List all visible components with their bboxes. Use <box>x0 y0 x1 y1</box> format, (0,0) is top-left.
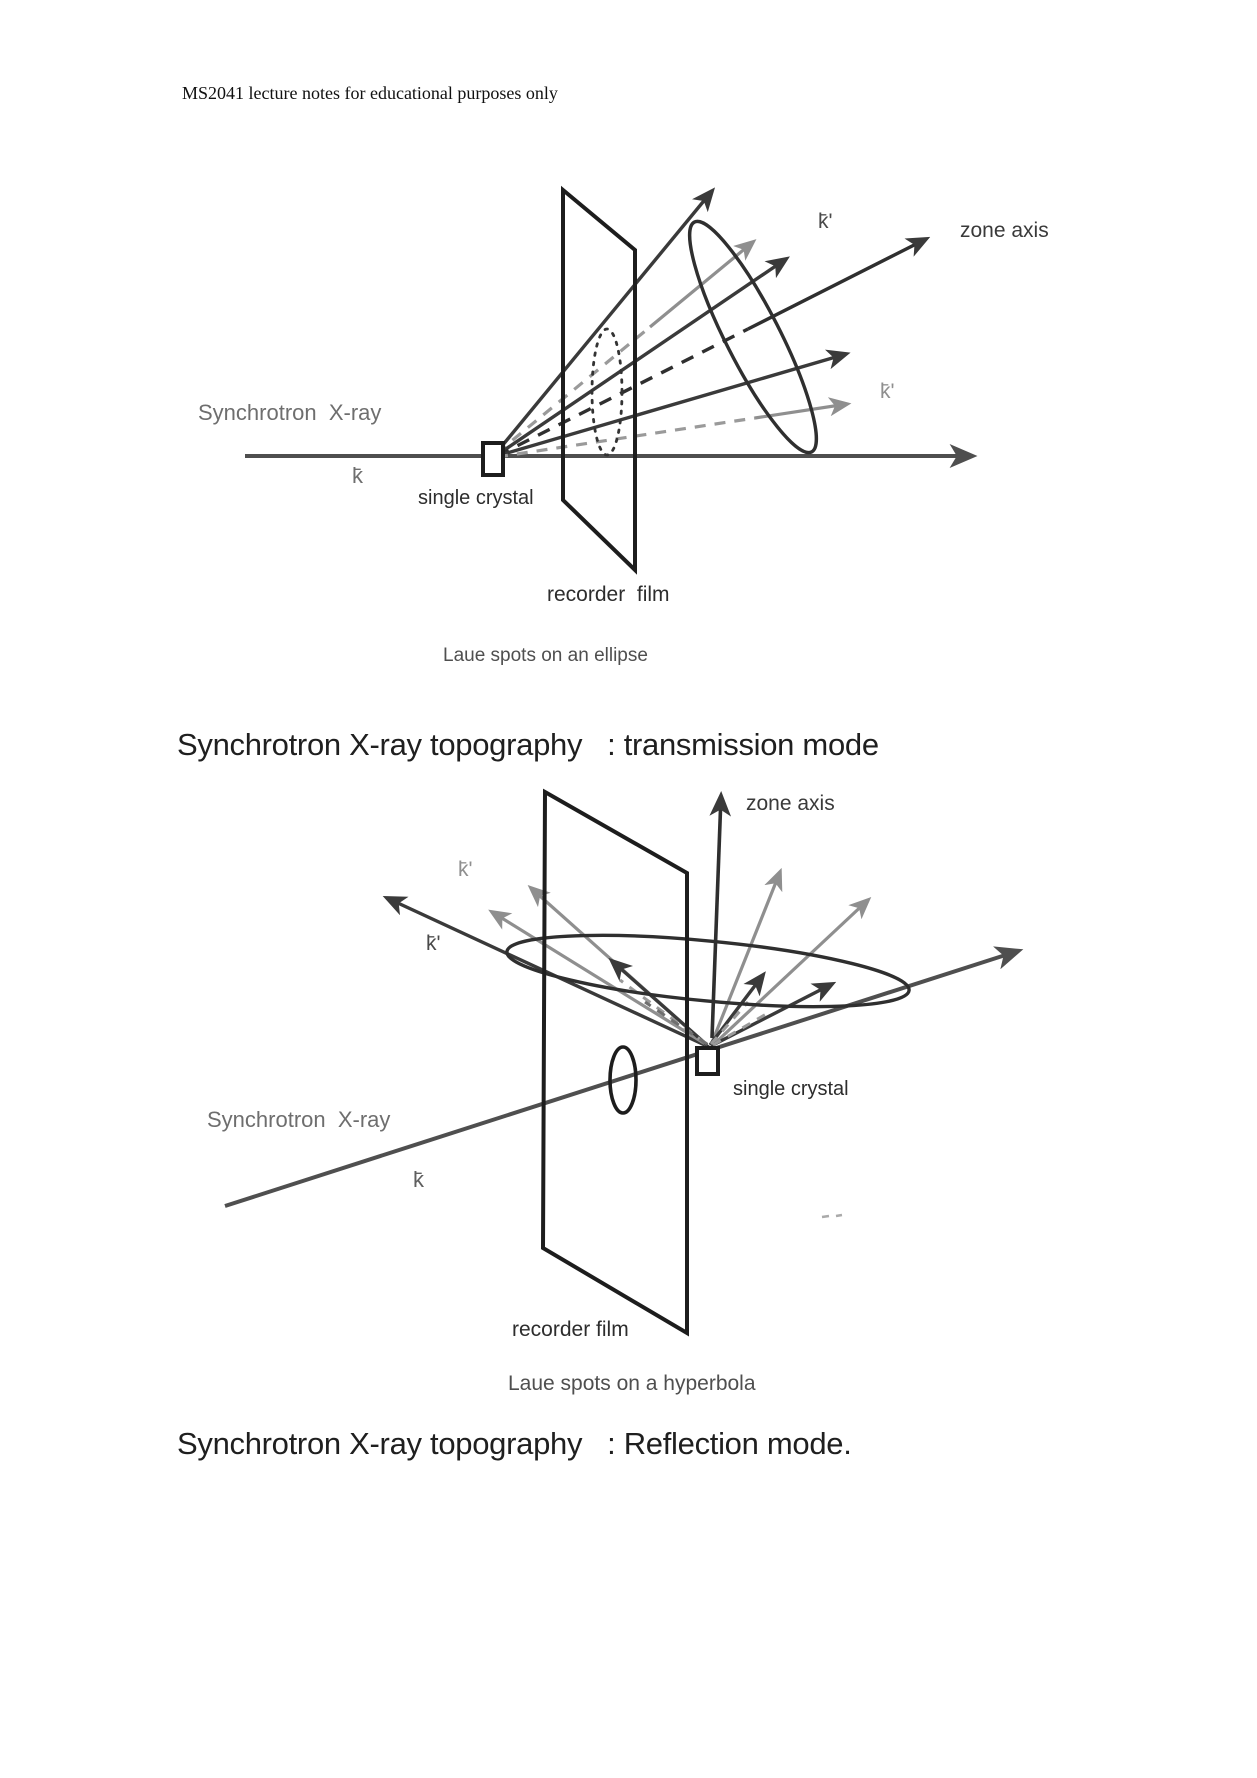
k-prime-upper-label: k̄' <box>818 210 833 233</box>
k-prime-lower-label: k̄' <box>880 380 895 403</box>
k-prime-dark-label: k̄' <box>426 932 441 955</box>
diagram-transmission <box>245 190 972 570</box>
heading-reflection-mode: Synchrotron X-ray topography : Reflection mode. <box>177 1426 852 1461</box>
single-crystal-label: single crystal <box>733 1078 849 1100</box>
recorder-film-label: recorder film <box>512 1318 629 1341</box>
caption-laue-ellipse: Laue spots on an ellipse <box>443 645 648 666</box>
single-crystal-label: single crystal <box>418 487 534 509</box>
recorder-film-label: recorder film <box>547 583 670 606</box>
cone-ellipse <box>504 922 912 1020</box>
synchrotron-xray-label: Synchrotron X-ray <box>207 1107 391 1132</box>
zone-axis-label: zone axis <box>746 792 835 815</box>
heading-transmission-mode: Synchrotron X-ray topography : transmission mode <box>177 727 879 762</box>
reflected-ray-gray-left-2 <box>492 912 707 1045</box>
caption-laue-hyperbola: Laue spots on a hyperbola <box>508 1372 756 1395</box>
scan-artifact-dash <box>836 1215 842 1216</box>
synchrotron-xray-label: Synchrotron X-ray <box>198 400 382 425</box>
single-crystal-marker <box>697 1048 718 1074</box>
zone-axis-label: zone axis <box>960 219 1049 242</box>
laue-ellipse-dotted <box>592 329 622 455</box>
reflected-ray-gray-right-1 <box>711 872 780 1045</box>
recorder-film-plane <box>563 190 635 570</box>
diffracted-ray-gray-lower-dashed <box>497 418 755 457</box>
single-crystal-marker <box>483 443 503 475</box>
diffracted-ray-k-prime-upper <box>497 259 786 455</box>
k-vector-label: k̄ <box>413 1167 424 1192</box>
reflected-ray-dark-left <box>612 961 707 1045</box>
k-vector-label: k̄ <box>352 463 363 488</box>
k-prime-gray-label: k̄' <box>458 858 473 881</box>
diffracted-ray-steep <box>497 191 712 452</box>
page-header: MS2041 lecture notes for educational purposes only <box>182 83 558 103</box>
scan-artifact-dash <box>822 1216 829 1217</box>
diagram-reflection <box>225 792 1018 1333</box>
zone-axis-arrow <box>748 239 926 329</box>
